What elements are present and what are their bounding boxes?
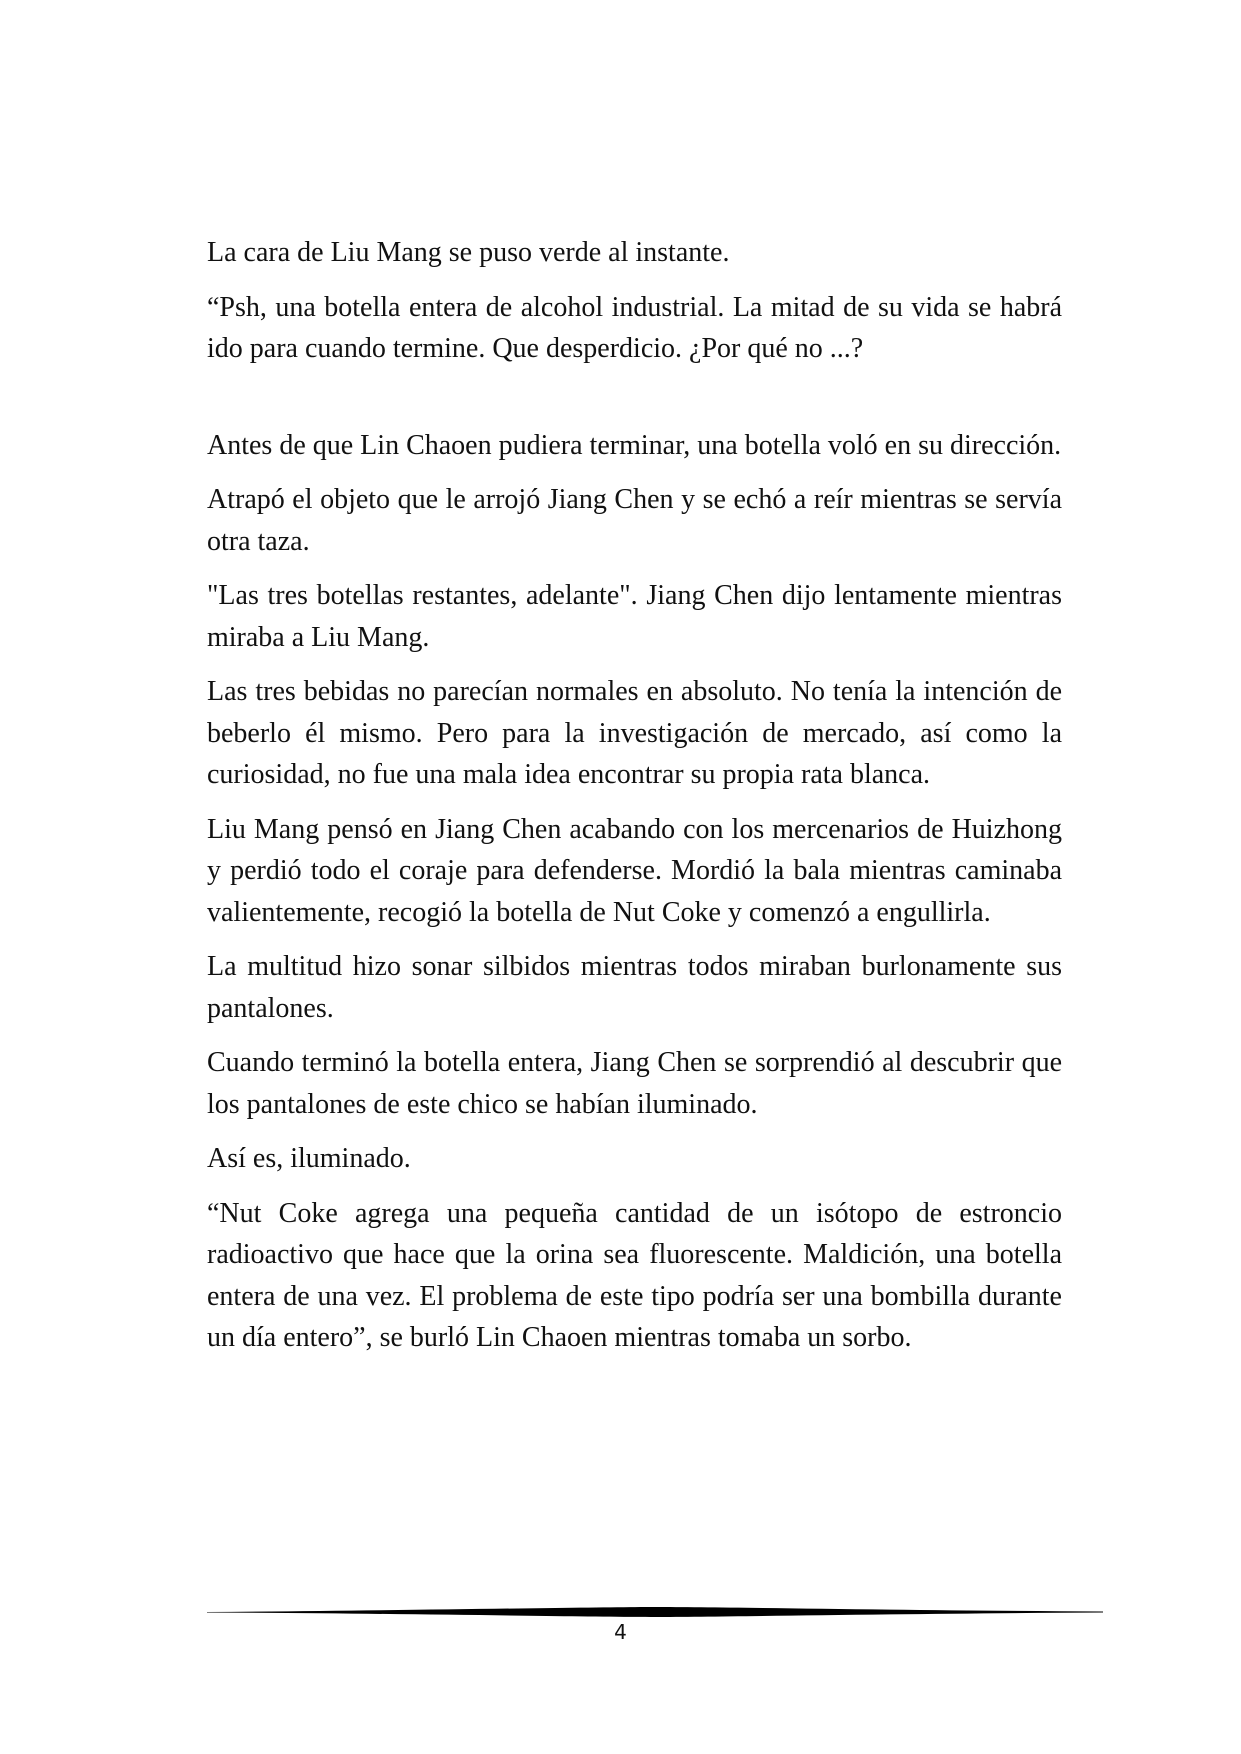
paragraph: Liu Mang pensó en Jiang Chen acabando con los mercenarios de Huizhong y perdió todo el coraje para defenderse. Mordió la bala mientras caminaba valientemente, recogió la botella de Nut Coke y comenzó a engullirla. — [207, 813, 1062, 928]
paragraph: "Las tres botellas restantes, adelante". Jiang Chen dijo lentamente mientras miraba a Liu Mang. — [207, 580, 1062, 653]
paragraph: La cara de Liu Mang se puso verde al instante. — [207, 237, 730, 268]
paragraph: Cuando terminó la botella entera, Jiang Chen se sorprendió al descubrir que los pantalones de este chico se habían iluminado. — [207, 1047, 1062, 1120]
paragraph: Así es, iluminado. — [207, 1143, 411, 1174]
paragraph: Las tres bebidas no parecían normales en absoluto. No tenía la intención de beberlo él mismo. Pero para la investigación de mercado, así como la curiosidad, no fue una mala idea encontrar su propia rata blanca. — [207, 676, 1062, 790]
footer-divider — [207, 1606, 1103, 1618]
body-text — [207, 232, 1062, 1372]
paragraph: Atrapó el objeto que le arrojó Jiang Chen y se echó a reír mientras se servía otra taza. — [207, 484, 1062, 557]
paragraph: Antes de que Lin Chaoen pudiera terminar, una botella voló en su dirección. — [207, 429, 1062, 461]
page-number: 4 — [614, 1620, 627, 1644]
paragraph: La multitud hizo sonar silbidos mientras todos miraban burlonamente sus pantalones. — [207, 951, 1062, 1024]
paragraph: “Psh, una botella entera de alcohol industrial. La mitad de su vida se habrá ido para cuando termine. Que desperdicio. ¿Por qué no ...? — [207, 291, 1062, 364]
paragraph: “Nut Coke agrega una pequeña cantidad de un isótopo de estroncio radioactivo que hace que la orina sea fluorescente. Maldición, una botella entera de una vez. El problema de este tipo podría ser una bombilla durante un día entero”, se burló Lin Chaoen mientras tomaba un sorbo. — [207, 1197, 1062, 1353]
